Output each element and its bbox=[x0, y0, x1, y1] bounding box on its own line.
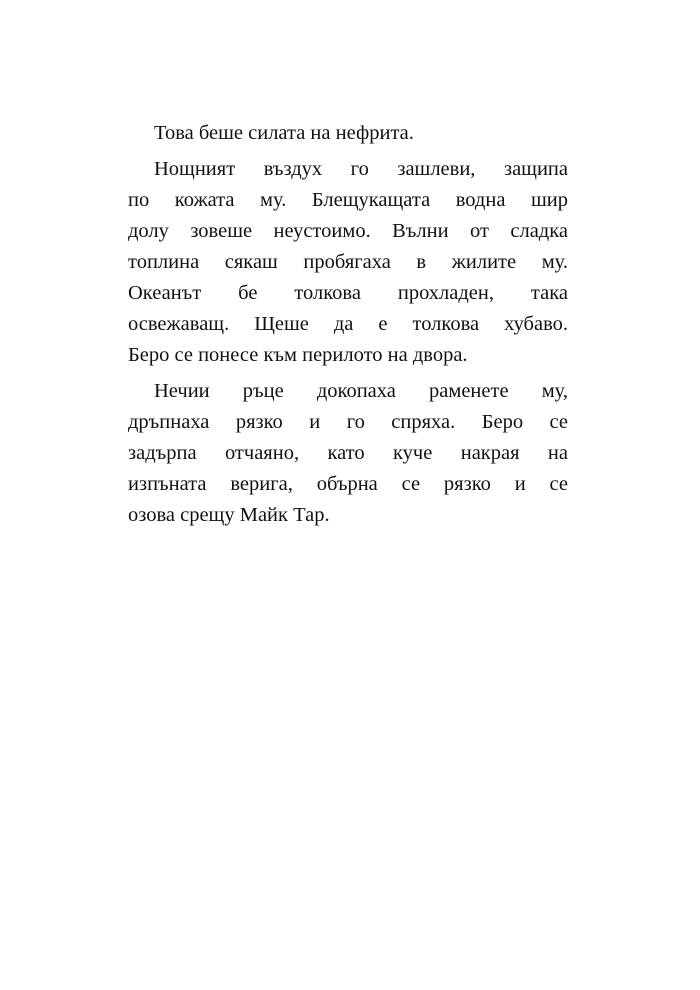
text-line: Нечии ръце докопаха раменете му, bbox=[154, 380, 568, 402]
text-line: Нощният въздух го зашлеви, защипа bbox=[154, 158, 568, 180]
paragraph-1 bbox=[128, 118, 568, 149]
text-line: дръпнаха рязко и го спряха. Беро се bbox=[128, 411, 568, 433]
paragraph-2 bbox=[128, 154, 568, 371]
text-line: задърпа отчаяно, като куче накрая на bbox=[128, 442, 568, 464]
text-line: долу зовеше неустоимо. Вълни от сладка bbox=[128, 220, 568, 242]
text-line: по кожата му. Блещукащата водна шир bbox=[128, 189, 568, 211]
text-line: озова срещу Майк Тар. bbox=[128, 504, 330, 526]
text-line: изпъната верига, обърна се рязко и се bbox=[128, 473, 568, 495]
text-line: Беро се понесе към перилото на двора. bbox=[128, 344, 468, 366]
body-text bbox=[128, 118, 568, 531]
text-line: освежаващ. Щеше да е толкова хубаво. bbox=[128, 313, 568, 335]
text-line: Океанът бе толкова прохладен, така bbox=[128, 282, 568, 304]
text-line: топлина сякаш пробягаха в жилите му. bbox=[128, 251, 568, 273]
paragraph-3 bbox=[128, 376, 568, 531]
text-line: Това беше силата на нефрита. bbox=[154, 122, 414, 144]
